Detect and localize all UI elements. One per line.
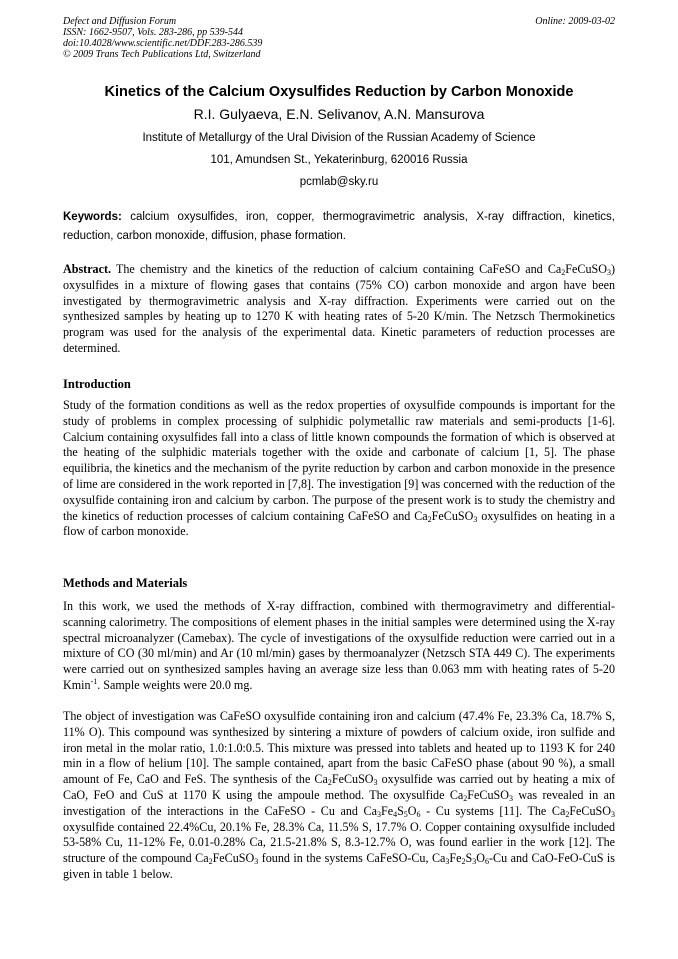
methods-text: oxysulfide contained 22.4%Cu, 20.1% Fe, 28.3% Ca, 11.5% S, 17.7% O. Copper containing oxysulfide included 53-58% Cu, 11-12% Fe, 0.01-0.28% Ca, 21.5-21.8% S, 8.3-12.7% O, was found earlier in the work [12]. The structure of the compound Ca [63,819,615,866]
subscript: 3 [473,514,478,524]
section-heading-introduction: Introduction [63,377,131,391]
keywords [63,208,615,246]
methods-text: Fe [449,851,462,866]
superscript: -1 [90,676,98,686]
introduction-text: FeCuSO [431,508,474,523]
journal-copyright: © 2009 Trans Tech Publications Ltd, Switzerland [63,49,261,60]
subscript: 2 [327,778,332,788]
subscript: 2 [565,809,570,819]
methods-text: FeCuSO [569,803,611,818]
affiliation-institute: Institute of Metallurgy of the Ural Division of the Russian Academy of Science [142,132,536,144]
methods-text: S [397,803,404,818]
abstract-text: ) oxysulfides in a mixture of flowing gases that contains (75% CO) carbon monoxide and argon have been investigated by thermogravimetric analysis and X-ray diffraction. Experiments were carried out on the synthesized samples by heating up to 1270 K with heating rates of 5-20 K/min. The Netzsch Thermokinetics program was used for the analysis of the experimental data. Kinetic parameters of reduction processes are determined. [63,262,615,355]
online-date: Online: 2009-03-02 [535,16,615,27]
methods-text: In this work, we used the methods of X-ray diffraction, combined with thermogravimetry and differential-scanning calorimetry. The compositions of element phases in the initial samples were determined using the X-ray spectral microanalyzer (Camebax). The cycle of investigations of the oxysulfide reduction were carried out in a mixture of CO (30 ml/min) and Ar (10 ml/min) gases by thermoanalyzer (Netzsch STA 449 C). The experiments were carried out on synthesized samples having an average size less than 0.063 mm with heating rates of 5-20 Kmin [63,599,615,692]
methods-paragraph-2 [63,709,615,883]
subscript: 3 [472,857,477,867]
methods-text: The object of investigation was CaFeSO oxysulfide containing iron and calcium (47.4% Fe, 23.3% Ca, 18.7% S, 11% O). This compound was synthesized by sintering a mixture of powders of calcium oxide, iron sulfide and iron metal in the molar ratio, 1.0:1.0:0.5. This mixture was pressed into tablets and heated up to 1193 K for 240 min in a flow of helium [10]. The sample contained, apart from the basic CaFeSO phase (about 90 %), a small amount of Fe, CaO and FeS. The synthesis of the Ca [63,709,615,787]
methods-text: -Cu and CaO-FeO-CuS is given in table 1 below. [63,851,615,881]
subscript: 3 [254,857,259,867]
methods-text: was revealed in an investigation of the interactions in the CaFeSO - Cu and Ca [63,787,615,818]
journal-doi: doi:10.4028/www.scientific.net/DDF.283-286.539 [63,38,263,49]
keywords-label: Keywords: [63,211,122,223]
subscript: 2 [561,268,566,277]
paper-authors: R.I. Gulyaeva, E.N. Selivanov, A.N. Mansurova [193,106,485,122]
methods-text: FeCuSO [331,772,374,787]
subscript: 3 [376,809,381,819]
subscript: 3 [606,268,611,277]
abstract-label: Abstract. [63,262,112,276]
subscript: 2 [208,857,213,867]
methods-text: found in the systems CaFeSO-Cu, Ca [258,851,446,866]
methods-text: S [465,851,473,866]
subscript: 4 [393,809,398,819]
subscript: 2 [463,793,468,803]
introduction-paragraph [63,398,615,540]
journal-name: Defect and Diffusion Forum [63,16,177,27]
abstract-text: The chemistry and the kinetics of the reduction of calcium containing CaFeSO and Ca [115,262,562,276]
section-heading-methods: Methods and Materials [63,576,188,590]
methods-text: Fe [380,803,394,818]
affiliation-address: 101, Amundsen St., Yekaterinburg, 620016 Russia [210,154,468,166]
keywords-text: calcium oxysulfides, iron, copper, thermogravimetric analysis, X-ray diffraction, kinetics, reduction, carbon monoxide, diffusion, phase formation. [63,211,615,242]
subscript: 2 [461,857,466,867]
subscript: 3 [445,857,450,867]
journal-header [63,16,262,60]
subscript: 6 [416,809,421,819]
paper-title: Kinetics of the Calcium Oxysulfides Reduction by Carbon Monoxide [104,84,574,100]
abstract-text: FeCuSO [565,262,607,276]
journal-issn: ISSN: 1662-9507, Vols. 283-286, pp 539-544 [63,27,243,38]
methods-text: FeCuSO [212,851,255,866]
methods-text: oxysulfide was carried out by heating a mix of CaO, FeO and CuS at 1170 K using the ampoule method. The oxysulfide Ca [63,772,615,802]
affiliation-email: pcmlab@sky.ru [299,176,379,188]
methods-paragraph-1 [63,599,615,694]
methods-text: - Cu systems [11]. The Ca [420,803,566,818]
subscript: 5 [403,809,408,819]
methods-text: O [407,803,417,818]
subscript: 3 [611,809,615,819]
introduction-text: Study of the formation conditions as well as the redox properties of oxysulfide compounds is important for the study of problems in complex processing of sulphidic polymetallic raw materials and semi-products [1-6]. Calcium containing oxysulfides fall into a class of little known compounds the formation of which is observed at the heating of the sulphidic materials together with the oxide and carbonate of calcium [1, 5]. The phase equilibria, the kinetics and the mechanism of the pyrite reduction by carbon and carbon monoxide in the presence of lime are considered in the work reported in [7,8]. The investigation [9] was concerned with the reduction of the oxysulfide containing iron and calcium by carbon. The purpose of the present work is to study the chemistry and the kinetics of reduction processes of calcium containing CaFeSO and Ca [63,398,615,523]
subscript: 3 [373,778,378,788]
subscript: 2 [427,514,432,524]
subscript: 3 [508,793,513,803]
introduction-text: oxysulfides on heating in a flow of carbon monoxide. [63,508,615,539]
subscript: 6 [484,857,489,867]
methods-text: O [476,851,485,866]
abstract [63,262,615,357]
methods-text: . Sample weights were 20.0 mg. [97,677,253,692]
methods-text: FeCuSO [467,787,509,802]
